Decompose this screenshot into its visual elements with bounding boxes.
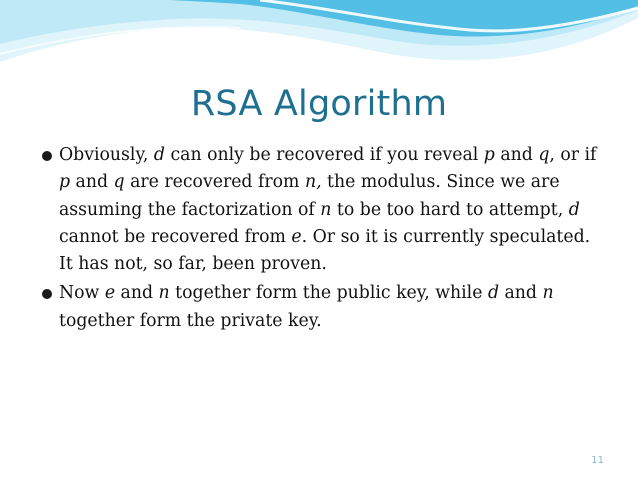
italic-variable: n (158, 283, 170, 304)
text-segment: the modulus. Since we are assuming the factorization of (59, 172, 560, 220)
bullet-item-2 (42, 280, 602, 335)
text-segment: can only be recovered if you reveal (164, 145, 484, 165)
italic-variable: p (59, 172, 71, 193)
italic-variable: q (538, 145, 550, 165)
italic-variable: n, (304, 172, 322, 193)
text-segment: together form the public key, while (169, 283, 488, 304)
text-segment: are recovered from (124, 172, 305, 193)
text-segment: . Or so it is currently speculated. It has not, so far, been proven. (59, 226, 591, 275)
slide-title: RSA Algorithm (190, 84, 448, 124)
text-segment: and (499, 283, 543, 304)
text-segment: and (70, 172, 114, 193)
text-segment: , or if (549, 145, 597, 165)
italic-variable: p (483, 145, 495, 165)
bullet-text-1 (59, 145, 596, 274)
bullet-dot-icon (42, 151, 52, 161)
text-segment: Obviously, (59, 145, 154, 165)
text-segment: cannot be recovered from (59, 226, 292, 247)
bullet-item-1 (42, 142, 602, 278)
italic-variable: e (291, 226, 302, 247)
page-number: 11 (591, 455, 604, 466)
italic-variable: n (320, 199, 332, 220)
slide-content (42, 142, 602, 335)
text-segment: together form the private key. (59, 310, 322, 331)
header-wave-decoration (0, 0, 638, 90)
italic-variable: d (568, 199, 580, 220)
bullet-dot-icon (42, 289, 52, 299)
italic-variable: n (542, 283, 554, 304)
bullet-text-2 (59, 283, 554, 330)
italic-variable: d (153, 145, 165, 165)
text-segment: and (494, 145, 539, 165)
italic-variable: d (487, 283, 499, 304)
text-segment: and (115, 283, 159, 304)
italic-variable: e (104, 283, 116, 304)
text-segment: to be too hard to attempt, (331, 199, 569, 220)
text-segment: Now (59, 283, 105, 304)
italic-variable: q (113, 172, 125, 193)
